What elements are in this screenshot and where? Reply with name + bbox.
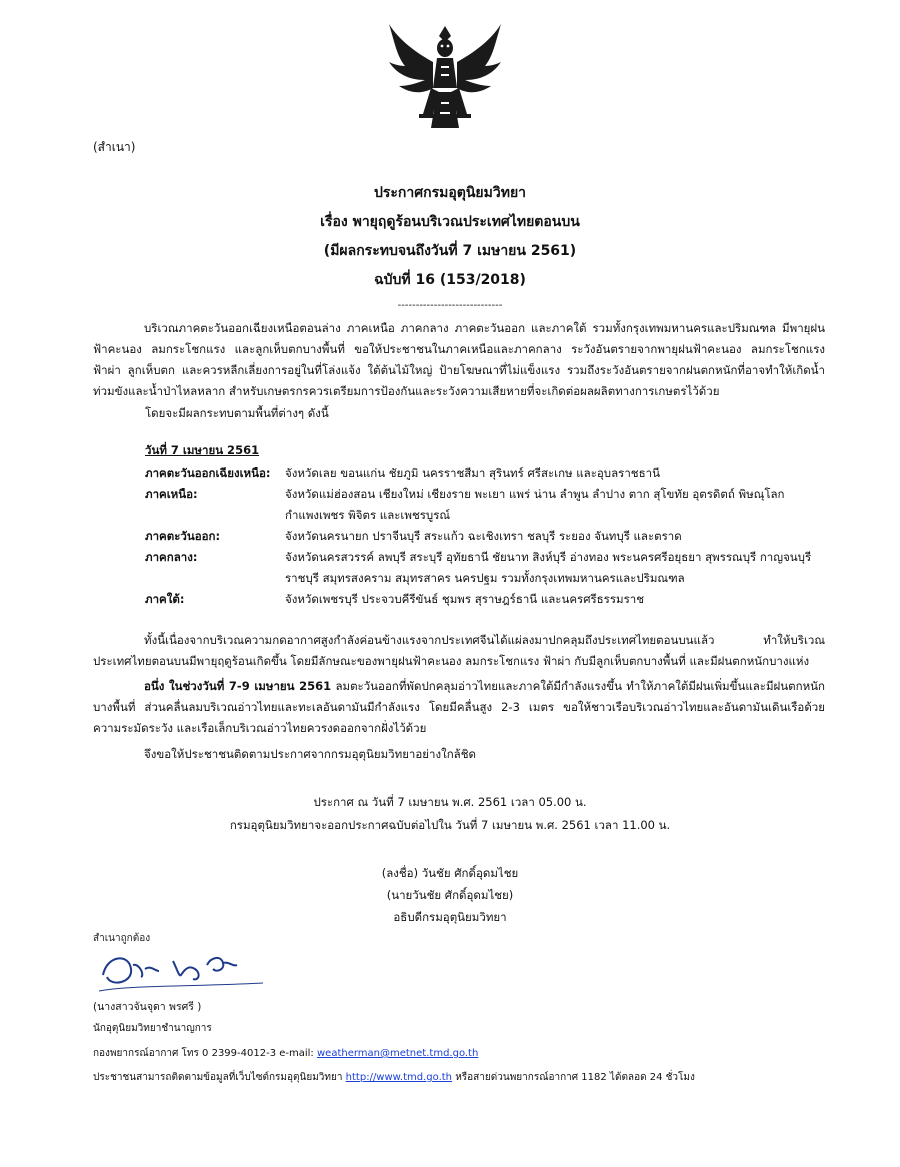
follow-paragraph: จึงขอให้ประชาชนติดตามประกาศจากกรมอุตุนิยมวิทยาอย่างใกล้ชิด <box>144 747 477 761</box>
title-subject: เรื่อง พายุฤดูร้อนบริเวณประเทศไทยตอนบน <box>320 214 580 230</box>
region-row <box>145 484 835 526</box>
region-provinces: จังหวัดนครสวรรค์ ลพบุรี สระบุรี อุทัยธานี ชัยนาท สิงห์บุรี อ่างทอง พระนครศรีอยุธยา สุพรรณบุรี กาญจนบุรี ราชบุรี สมุทรสงคราม สมุทรสาคร นครปฐม รวมทั้งกรุงเทพมหานครและปริมณฑล <box>285 550 812 585</box>
impact-intro: โดยจะมีผลกระทบตามพื้นที่ต่างๆ ดังนี้ <box>145 406 329 420</box>
website-link[interactable]: http://www.tmd.go.th <box>345 1072 453 1083</box>
region-provinces: จังหวัดแม่ฮ่องสอน เชียงใหม่ เชียงราย พะเยา แพร่ น่าน ลำพูน ลำปาง ตาก สุโขทัย อุตรดิตถ์ พิษณุโลก กำแพงเพชร พิจิตร และเพชรบูรณ์ <box>285 487 785 522</box>
contact-text: กองพยากรณ์อากาศ โทร 0 2399-4012-3 e-mail: <box>93 1048 317 1059</box>
title-impact-date: (มีผลกระทบจนถึงวันที่ 7 เมษายน 2561) <box>323 243 577 259</box>
intro-paragraph: บริเวณภาคตะวันออกเฉียงเหนือตอนล่าง ภาคเหนือ ภาคกลาง ภาคตะวันออก และภาคใต้ รวมทั้งกรุงเทพมหานครและปริมณฑล มีพายุฝนฟ้าคะนอง ลมกระโชกแรง และลูกเห็บตกบางพื้นที่ ขอให้ประชาชนในภาคเหนือและภาคกลาง ระวังอันตรายจากพายุฝนฟ้าคะนอง ลมกระโชกแรง ฟ้าผ่า ลูกเห็บตก และควรหลีกเลี่ยงการอยู่ในที่โล่งแจ้ง ใต้ต้นไม้ใหญ่ ป้ายโฆษณาที่ไม่แข็งแรง รวมถึงระวังอันตรายจากฝนตกหนักที่อาจทำให้เกิดน้ำท่วมขังและน้ำป่าไหลหลาก สำหรับเกษตรกรควรเตรียมการป้องกันและระวังความเสียหายที่จะเกิดต่อผลผลิตทางการเกษตรไว้ด้วย <box>93 321 825 398</box>
copy-mark: (สำเนา) <box>93 140 136 154</box>
certifier-position: นักอุตุนิยมวิทยาชำนาญการ <box>93 1023 212 1034</box>
announced-datetime: ประกาศ ณ วันที่ 7 เมษายน พ.ศ. 2561 เวลา 05.00 น. <box>313 795 587 809</box>
website-text-before: ประชาชนสามารถติดตามข้อมูลที่เว็บไซต์กรมอุตุนิยมวิทยา <box>93 1072 346 1083</box>
region-name: ภาคเหนือ: <box>145 487 198 501</box>
sea-warning-text: ลมตะวันออกที่พัดปกคลุมอ่าวไทยและภาคใต้มีกำลังแรงขึ้น ทำให้ภาคใต้มีฝนเพิ่มขึ้นและมีฝนตกหนักบางพื้นที่ ส่วนคลื่นลมบริเวณอ่าวไทยและทะเลอันดามันมีกำลังแรง โดยมีคลื่นสูง 2-3 เมตร ขอให้ชาวเรือบริเวณอ่าวไทยและอันดามันเดินเรือด้วยความระมัดระวัง และเรือเล็กบริเวณอ่าวไทยควรงดออกจากฝั่งไว้ด้วย <box>93 679 825 735</box>
region-row <box>145 526 835 547</box>
impact-date: วันที่ 7 เมษายน 2561 <box>145 443 260 457</box>
sea-warning-paragraph <box>93 676 825 739</box>
certified-label: สำเนาถูกต้อง <box>93 933 151 944</box>
region-row <box>145 547 835 589</box>
region-provinces: จังหวัดเพชรบุรี ประจวบคีรีขันธ์ ชุมพร สุราษฎร์ธานี และนครศรีธรรมราช <box>285 592 645 606</box>
contact-email-link[interactable]: weatherman@metnet.tmd.go.th <box>316 1048 479 1059</box>
region-provinces: จังหวัดเลย ขอนแก่น ชัยภูมิ นครราชสีมา สุรินทร์ ศรีสะเกษ และอุบลราชธานี <box>285 466 660 480</box>
region-name: ภาคกลาง: <box>145 550 198 564</box>
region-row <box>145 589 835 610</box>
sea-warning-lead: อนึ่ง ในช่วงวันที่ 7-9 เมษายน 2561 <box>144 679 332 693</box>
region-row <box>145 463 835 484</box>
next-issue: กรมอุตุนิยมวิทยาจะออกประกาศฉบับต่อไปใน วันที่ 7 เมษายน พ.ศ. 2561 เวลา 11.00 น. <box>229 818 671 832</box>
region-name: ภาคตะวันออก: <box>145 529 221 543</box>
region-provinces: จังหวัดนครนายก ปราจีนบุรี สระแก้ว ฉะเชิงเทรา ชลบุรี ระยอง จันทบุรี และตราด <box>285 529 682 543</box>
website-line <box>93 1070 695 1085</box>
cause-paragraph: ทั้งนี้เนื่องจากบริเวณความกดอากาศสูงกำลังค่อนข้างแรงจากประเทศจีนได้แผ่ลงมาปกคลุมถึงประเทศไทยตอนบนแล้ว ทำให้บริเวณประเทศไทยตอนบนมีพายุฤดูร้อนเกิดขึ้น โดยมีลักษณะของพายุฝนฟ้าคะนอง ลมกระโชกแรง ฟ้าผ่า กับมีลูกเห็บตกบางพื้นที่ และมีฝนตกหนักบางแห่ง <box>93 633 825 668</box>
certifier-name: (นางสาวจันจุดา พรศรี ) <box>93 1001 202 1013</box>
contact-line <box>93 1046 478 1061</box>
website-text-after: หรือสายด่วนพยากรณ์อากาศ 1182 ได้ตลอด 24 ชั่วโมง <box>452 1072 695 1083</box>
garuda-emblem-icon <box>385 22 505 134</box>
handwritten-signature-icon <box>93 925 273 1005</box>
divider: ----------------------------- <box>397 300 503 311</box>
signature-line: (ลงชื่อ) วันชัย ศักดิ์อุดมไชย <box>381 866 519 880</box>
title-issue-number: ฉบับที่ 16 (153/2018) <box>374 272 526 288</box>
signatory-position: อธิบดีกรมอุตุนิยมวิทยา <box>393 910 507 924</box>
region-name: ภาคตะวันออกเฉียงเหนือ: <box>145 466 271 480</box>
signatory-name: (นายวันชัย ศักดิ์อุดมไชย) <box>386 888 514 902</box>
title-agency: ประกาศกรมอุตุนิยมวิทยา <box>373 185 527 201</box>
region-name: ภาคใต้: <box>145 592 185 606</box>
